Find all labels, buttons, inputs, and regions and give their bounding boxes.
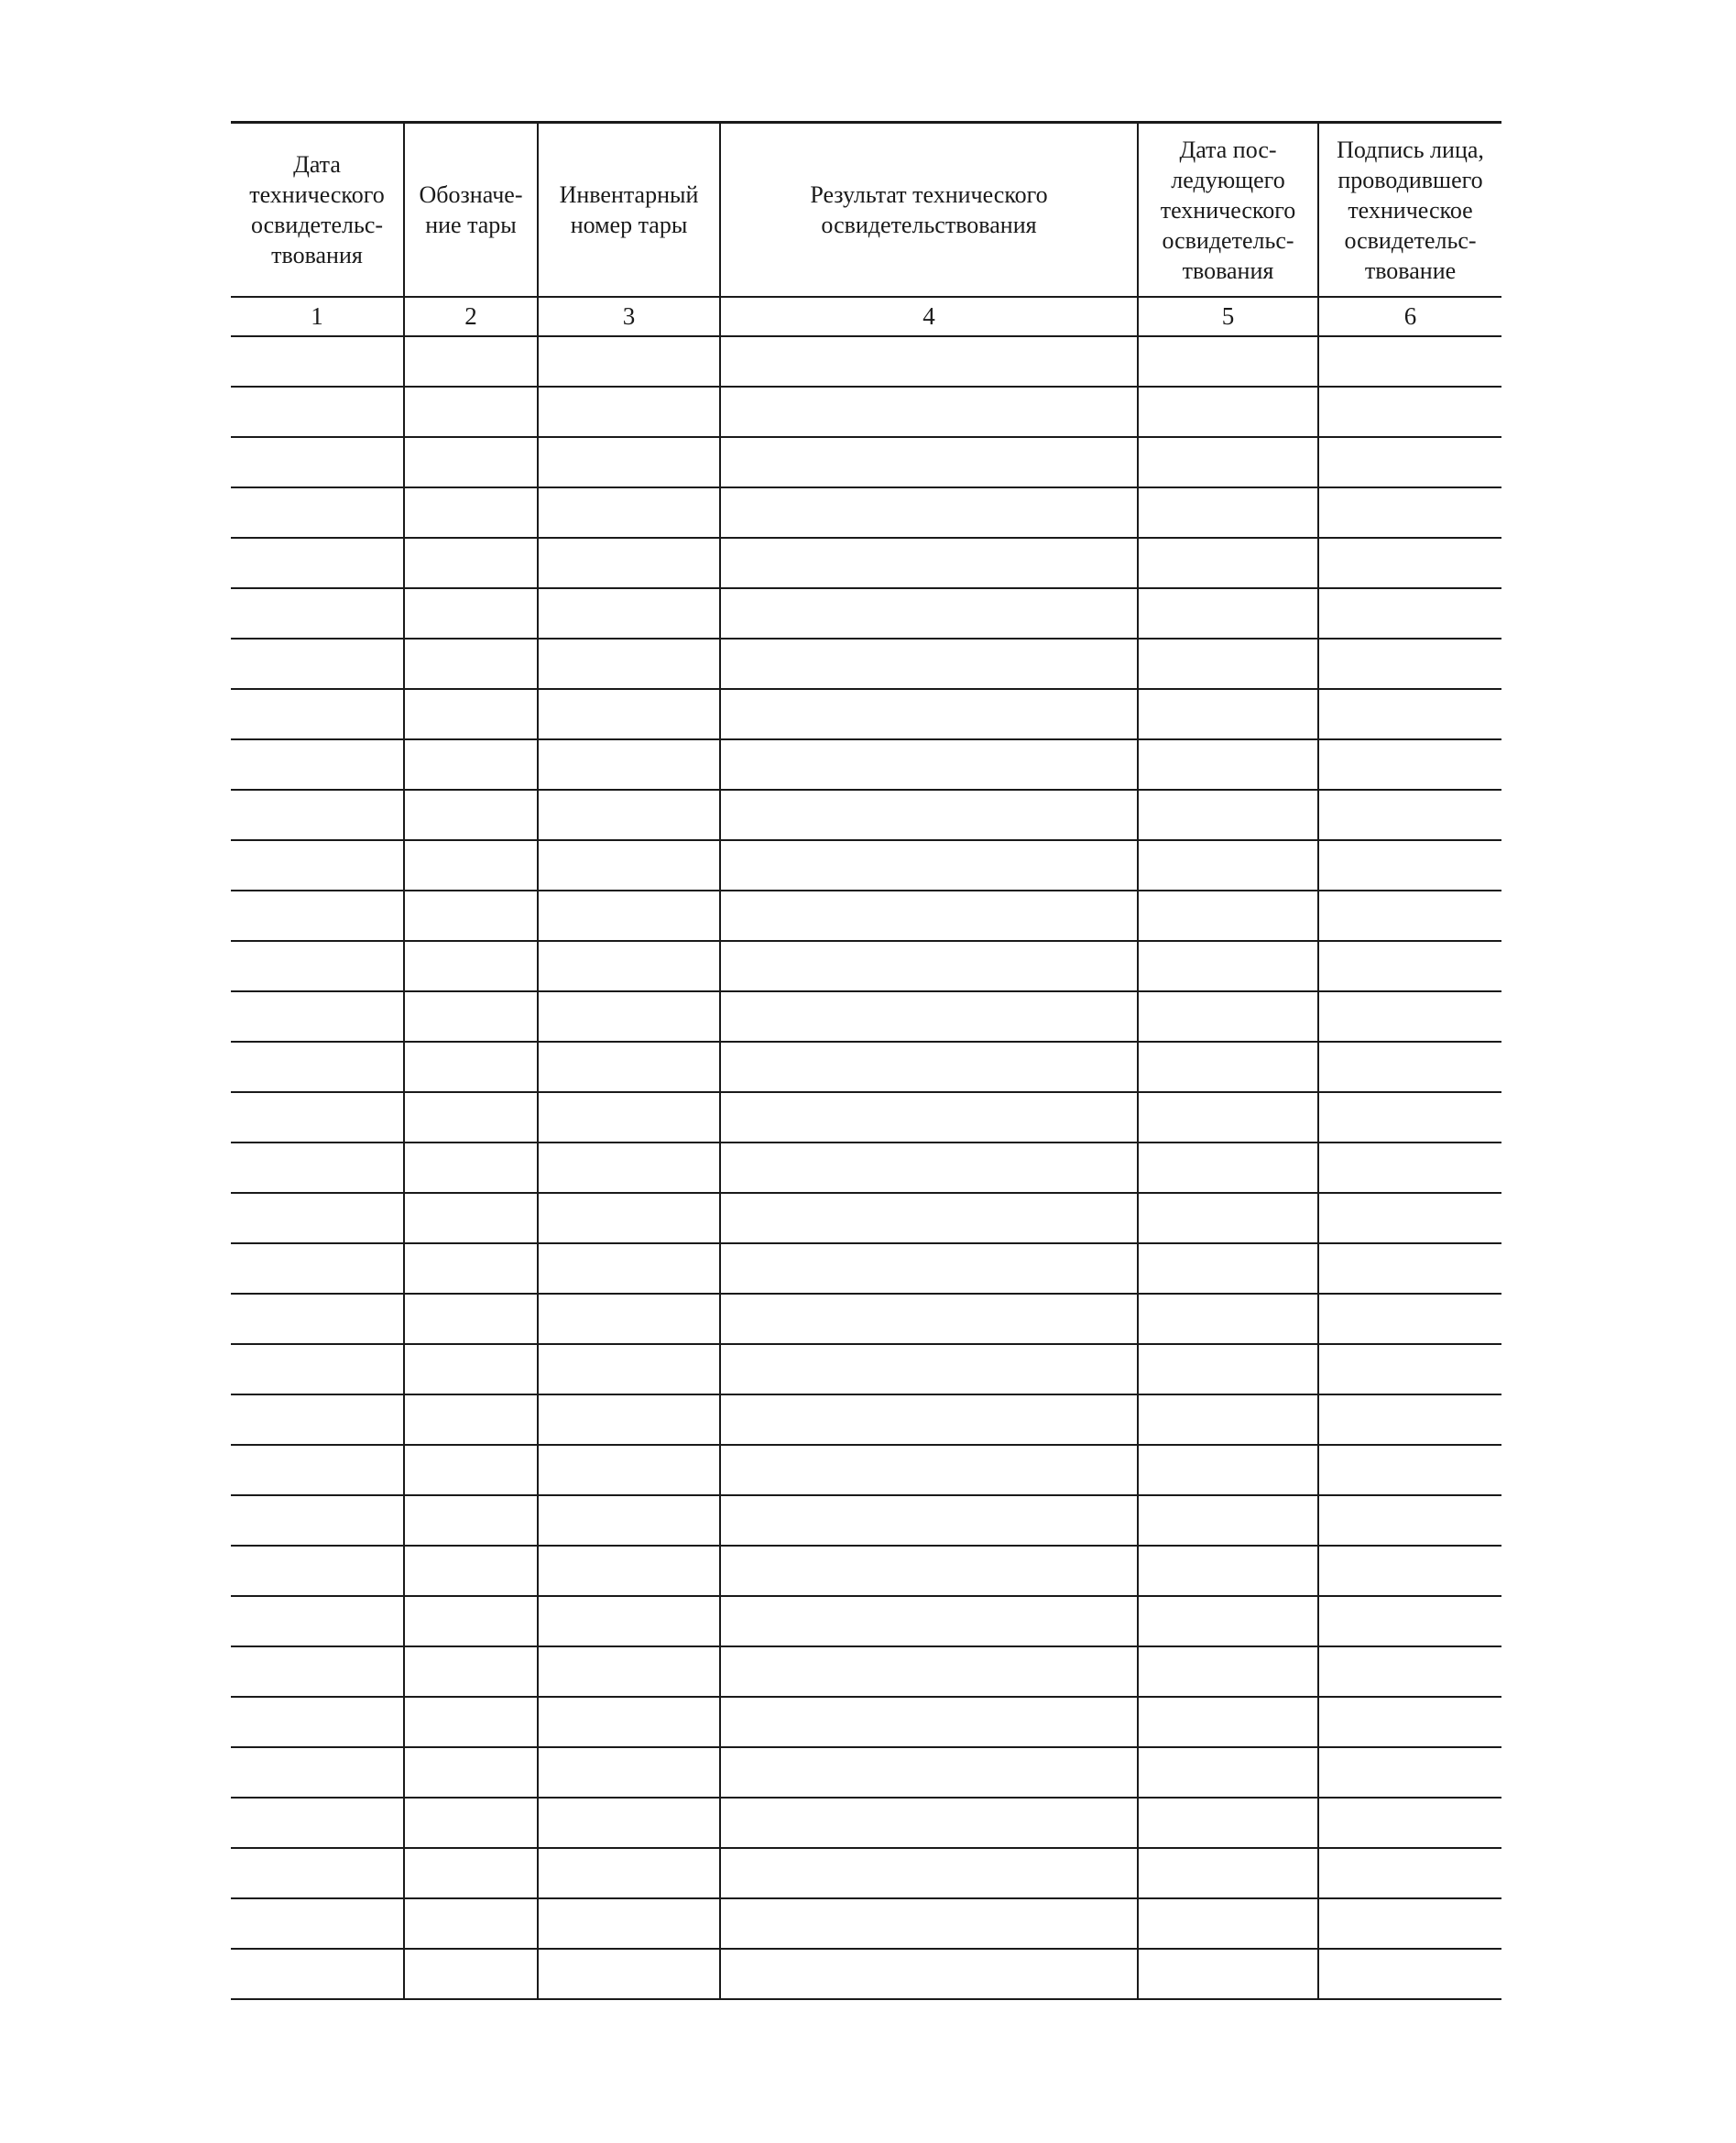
- table-cell: [404, 1193, 538, 1243]
- table-cell: [404, 689, 538, 739]
- table-cell: [720, 1546, 1138, 1596]
- table-cell: [404, 1495, 538, 1546]
- table-row: [231, 1495, 1501, 1546]
- table-cell: [720, 336, 1138, 387]
- table-cell: [1318, 891, 1501, 941]
- table-cell: [231, 1596, 404, 1646]
- table-cell: [1138, 1193, 1318, 1243]
- table-cell: [538, 1596, 720, 1646]
- table-cell: [1138, 1697, 1318, 1747]
- table-row: [231, 1546, 1501, 1596]
- table-row: [231, 1798, 1501, 1848]
- table-cell: [231, 639, 404, 689]
- table-cell: [231, 1495, 404, 1546]
- table-cell: [538, 1747, 720, 1798]
- table-cell: [1138, 538, 1318, 588]
- table-cell: [1138, 1949, 1318, 1999]
- table-cell: [404, 1394, 538, 1445]
- table-row: [231, 1294, 1501, 1344]
- table-cell: [720, 689, 1138, 739]
- table-cell: [1138, 991, 1318, 1042]
- table-cell: [538, 437, 720, 487]
- table-cell: [1318, 1798, 1501, 1848]
- table-cell: [538, 1546, 720, 1596]
- table-cell: [720, 1243, 1138, 1294]
- column-number: 2: [404, 297, 538, 336]
- table-row: [231, 941, 1501, 991]
- table-row: [231, 1394, 1501, 1445]
- table-cell: [231, 1646, 404, 1697]
- table-cell: [1318, 840, 1501, 891]
- table-cell: [538, 336, 720, 387]
- table-cell: [231, 487, 404, 538]
- table-cell: [231, 840, 404, 891]
- table-cell: [1318, 1747, 1501, 1798]
- table-cell: [231, 1445, 404, 1495]
- table-cell: [231, 1143, 404, 1193]
- table-cell: [404, 538, 538, 588]
- inspection-log-table: [231, 121, 1501, 2000]
- table-cell: [1138, 1344, 1318, 1394]
- table-row: [231, 1949, 1501, 1999]
- table-cell: [404, 1294, 538, 1344]
- table-cell: [1138, 1042, 1318, 1092]
- column-number: 3: [538, 297, 720, 336]
- header-next-inspection-date: Дата пос- ледующего технического освидетельс- твования: [1138, 123, 1318, 298]
- table-cell: [404, 1243, 538, 1294]
- table-cell: [538, 1798, 720, 1848]
- table-cell: [404, 1898, 538, 1949]
- table-cell: [1318, 538, 1501, 588]
- table-cell: [231, 941, 404, 991]
- table-cell: [231, 437, 404, 487]
- table-cell: [720, 1848, 1138, 1898]
- table-cell: [231, 1747, 404, 1798]
- table-cell: [1138, 1092, 1318, 1143]
- table-cell: [538, 1848, 720, 1898]
- table-cell: [231, 891, 404, 941]
- table-cell: [404, 840, 538, 891]
- table-cell: [231, 1394, 404, 1445]
- table-cell: [720, 538, 1138, 588]
- table-cell: [404, 991, 538, 1042]
- table-cell: [538, 689, 720, 739]
- table-cell: [720, 1697, 1138, 1747]
- table-cell: [720, 487, 1138, 538]
- column-number: 1: [231, 297, 404, 336]
- table-cell: [1318, 1394, 1501, 1445]
- table-cell: [1318, 1546, 1501, 1596]
- table-cell: [1318, 487, 1501, 538]
- table-cell: [538, 1143, 720, 1193]
- table-cell: [1138, 739, 1318, 790]
- table-cell: [404, 891, 538, 941]
- table-cell: [1138, 891, 1318, 941]
- table-cell: [538, 1697, 720, 1747]
- table-cell: [404, 1848, 538, 1898]
- table-cell: [404, 1546, 538, 1596]
- table-row: [231, 891, 1501, 941]
- table-cell: [538, 538, 720, 588]
- table-cell: [720, 1394, 1138, 1445]
- table-cell: [1138, 1546, 1318, 1596]
- table-cell: [231, 1949, 404, 1999]
- table-cell: [1138, 639, 1318, 689]
- table-cell: [720, 437, 1138, 487]
- table-cell: [404, 487, 538, 538]
- table-cell: [1138, 1646, 1318, 1697]
- header-inspection-date: Дата технического освидетельс- твования: [231, 123, 404, 298]
- table-cell: [1138, 1898, 1318, 1949]
- table-cell: [231, 1243, 404, 1294]
- table-cell: [1318, 1294, 1501, 1344]
- table-cell: [1318, 1344, 1501, 1394]
- table-cell: [538, 991, 720, 1042]
- table-cell: [1138, 790, 1318, 840]
- table-cell: [404, 1042, 538, 1092]
- table-cell: [538, 1294, 720, 1344]
- column-number: 4: [720, 297, 1138, 336]
- table-cell: [1318, 1092, 1501, 1143]
- table-cell: [538, 639, 720, 689]
- table-cell: [538, 840, 720, 891]
- table-row: [231, 1243, 1501, 1294]
- header-inspector-signature: Подпись лица, проводившего техническое освидетельс- твование: [1318, 123, 1501, 298]
- table-cell: [1318, 387, 1501, 437]
- table-cell: [1318, 336, 1501, 387]
- table-cell: [404, 1143, 538, 1193]
- table-cell: [1318, 1193, 1501, 1243]
- table-cell: [231, 1092, 404, 1143]
- table-cell: [404, 1747, 538, 1798]
- table-row: [231, 1747, 1501, 1798]
- table-cell: [720, 790, 1138, 840]
- table-cell: [1138, 1243, 1318, 1294]
- table-cell: [538, 1445, 720, 1495]
- table-row: [231, 689, 1501, 739]
- table-cell: [231, 538, 404, 588]
- table-cell: [538, 1344, 720, 1394]
- table-cell: [1318, 941, 1501, 991]
- table-cell: [1318, 790, 1501, 840]
- table-cell: [404, 1445, 538, 1495]
- table-cell: [404, 1646, 538, 1697]
- table-cell: [404, 437, 538, 487]
- table-cell: [231, 991, 404, 1042]
- table-cell: [231, 739, 404, 790]
- table-cell: [1318, 437, 1501, 487]
- table-cell: [404, 387, 538, 437]
- table-cell: [720, 840, 1138, 891]
- table-row: [231, 1143, 1501, 1193]
- table-cell: [404, 336, 538, 387]
- table-cell: [404, 1697, 538, 1747]
- table-cell: [1318, 689, 1501, 739]
- table-cell: [720, 739, 1138, 790]
- table-cell: [538, 891, 720, 941]
- table-cell: [1138, 1747, 1318, 1798]
- table-row: [231, 840, 1501, 891]
- table-cell: [720, 1193, 1138, 1243]
- table-cell: [231, 1193, 404, 1243]
- table-row: [231, 1898, 1501, 1949]
- table-cell: [720, 1042, 1138, 1092]
- table-cell: [1138, 588, 1318, 639]
- table-cell: [1318, 1697, 1501, 1747]
- table-cell: [1318, 739, 1501, 790]
- table-cell: [720, 1646, 1138, 1697]
- table-row: [231, 336, 1501, 387]
- table-row: [231, 1092, 1501, 1143]
- table-row: [231, 1344, 1501, 1394]
- table-cell: [1138, 1394, 1318, 1445]
- table-cell: [231, 1848, 404, 1898]
- table-cell: [1318, 1445, 1501, 1495]
- table-cell: [231, 1697, 404, 1747]
- table-cell: [1318, 1898, 1501, 1949]
- table-cell: [538, 941, 720, 991]
- table-row: [231, 588, 1501, 639]
- table-cell: [1318, 1596, 1501, 1646]
- table-cell: [404, 790, 538, 840]
- table-cell: [720, 941, 1138, 991]
- table-cell: [720, 1344, 1138, 1394]
- table-cell: [1138, 487, 1318, 538]
- table-cell: [538, 1042, 720, 1092]
- table-cell: [1318, 639, 1501, 689]
- table-cell: [538, 387, 720, 437]
- table-cell: [1138, 1848, 1318, 1898]
- table-cell: [720, 1898, 1138, 1949]
- table-cell: [404, 1344, 538, 1394]
- header-container-designation: Обозначе- ние тары: [404, 123, 538, 298]
- table-cell: [1138, 1798, 1318, 1848]
- table-cell: [1138, 941, 1318, 991]
- table-cell: [404, 1092, 538, 1143]
- table-cell: [538, 1394, 720, 1445]
- table-cell: [404, 1798, 538, 1848]
- table-cell: [538, 1495, 720, 1546]
- header-inspection-result: Результат технического освидетельствования: [720, 123, 1138, 298]
- table-cell: [1318, 1495, 1501, 1546]
- table-cell: [1318, 1143, 1501, 1193]
- table-cell: [1138, 1294, 1318, 1344]
- table-cell: [720, 1294, 1138, 1344]
- table-cell: [538, 1646, 720, 1697]
- table-cell: [720, 1949, 1138, 1999]
- table-cell: [1138, 1596, 1318, 1646]
- table-cell: [231, 336, 404, 387]
- table-cell: [538, 790, 720, 840]
- table-cell: [720, 1495, 1138, 1546]
- table-row: [231, 437, 1501, 487]
- table-cell: [1138, 1143, 1318, 1193]
- table-cell: [538, 1898, 720, 1949]
- table-cell: [1138, 1495, 1318, 1546]
- table-cell: [538, 739, 720, 790]
- table-row: [231, 1697, 1501, 1747]
- table-row: [231, 1193, 1501, 1243]
- table-cell: [538, 1243, 720, 1294]
- table-row: [231, 790, 1501, 840]
- table-cell: [720, 387, 1138, 437]
- table-cell: [720, 1092, 1138, 1143]
- column-number: 6: [1318, 297, 1501, 336]
- table-cell: [231, 1898, 404, 1949]
- table-cell: [720, 1747, 1138, 1798]
- table-cell: [1318, 1042, 1501, 1092]
- table-cell: [404, 639, 538, 689]
- table-cell: [231, 689, 404, 739]
- table-cell: [1318, 588, 1501, 639]
- table-cell: [720, 1143, 1138, 1193]
- table-cell: [404, 588, 538, 639]
- table-row: [231, 538, 1501, 588]
- table-cell: [1318, 1243, 1501, 1294]
- table-cell: [538, 1092, 720, 1143]
- table-cell: [231, 588, 404, 639]
- table-cell: [720, 1596, 1138, 1646]
- table-cell: [1318, 1848, 1501, 1898]
- column-number-row: [231, 297, 1501, 336]
- table-cell: [404, 1596, 538, 1646]
- table-row: [231, 1042, 1501, 1092]
- table-cell: [1138, 336, 1318, 387]
- header-row: [231, 123, 1501, 298]
- table-cell: [231, 1042, 404, 1092]
- table-cell: [720, 639, 1138, 689]
- table-cell: [538, 1193, 720, 1243]
- table-cell: [1138, 840, 1318, 891]
- table-row: [231, 1646, 1501, 1697]
- table-cell: [404, 1949, 538, 1999]
- table-cell: [404, 739, 538, 790]
- table-cell: [720, 1798, 1138, 1848]
- table-cell: [538, 1949, 720, 1999]
- table-row: [231, 1445, 1501, 1495]
- table-cell: [231, 387, 404, 437]
- table-cell: [1138, 1445, 1318, 1495]
- table-cell: [231, 790, 404, 840]
- table-cell: [404, 941, 538, 991]
- table-cell: [1138, 387, 1318, 437]
- table-cell: [720, 991, 1138, 1042]
- table-row: [231, 639, 1501, 689]
- table-cell: [1318, 1646, 1501, 1697]
- table-cell: [1318, 991, 1501, 1042]
- table-cell: [720, 891, 1138, 941]
- table-cell: [720, 588, 1138, 639]
- table-row: [231, 1848, 1501, 1898]
- table-cell: [1318, 1949, 1501, 1999]
- table-cell: [231, 1344, 404, 1394]
- table-row: [231, 739, 1501, 790]
- table-cell: [231, 1798, 404, 1848]
- table-cell: [538, 588, 720, 639]
- table-cell: [538, 487, 720, 538]
- table-row: [231, 991, 1501, 1042]
- table-row: [231, 487, 1501, 538]
- table-cell: [231, 1546, 404, 1596]
- table-cell: [720, 1445, 1138, 1495]
- table-row: [231, 1596, 1501, 1646]
- column-number: 5: [1138, 297, 1318, 336]
- table-cell: [1138, 689, 1318, 739]
- table-row: [231, 387, 1501, 437]
- header-inventory-number: Инвентарный номер тары: [538, 123, 720, 298]
- table-cell: [231, 1294, 404, 1344]
- table-body: [231, 336, 1501, 1999]
- table-cell: [1138, 437, 1318, 487]
